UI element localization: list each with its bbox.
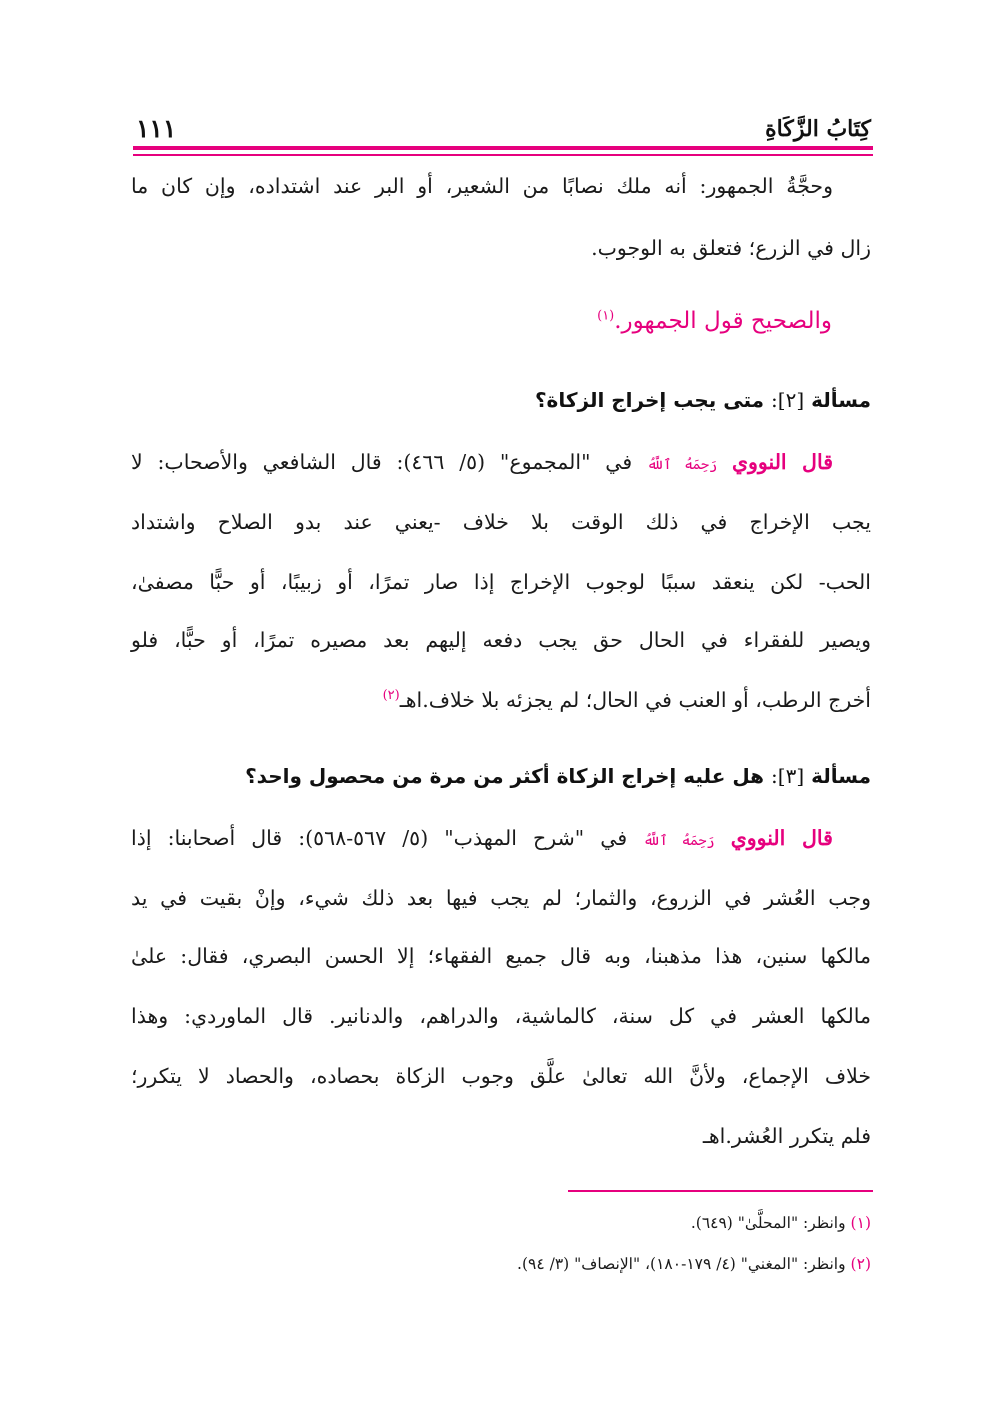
page-number: ١١١: [136, 114, 177, 143]
paragraph-line: مالكها سنين، هذا مذهبنا، وبه قال جميع الفقهاء؛ إلا الحسن البصري، فقال: علىٰ: [131, 944, 871, 968]
question-number: [٣]:: [771, 764, 805, 788]
footnote-number: (٢): [850, 1255, 871, 1273]
footnote-separator: [568, 1190, 873, 1192]
question-label: مسألة: [811, 764, 871, 788]
paragraph-line: يجب الإخراج في ذلك الوقت بلا خلاف -يعني عند بدو الصلاح واشتداد: [131, 510, 871, 534]
paragraph-line: [131, 826, 871, 850]
paragraph-line: وجب العُشر في الزروع، والثمار؛ لم يجب فيها بعد ذلك شيء، وإنْ بقيت في يد: [131, 886, 871, 910]
footnote-ref: (٢): [382, 688, 400, 704]
quote-text: في "المجموع" (٥/ ٤٦٦): قال الشافعي والأصحاب: لا: [131, 450, 633, 474]
paragraph-line: [131, 450, 871, 474]
paragraph-line: فلم يتكرر العُشر.اهـ: [702, 1124, 871, 1148]
header-rule-thin: [133, 154, 873, 156]
footnote: [517, 1255, 871, 1273]
question-number: [٢]:: [771, 388, 805, 412]
honorific: رَحِمَهُ ٱللَّهُ: [643, 833, 715, 849]
paragraph-line: [131, 688, 871, 712]
footnote-ref: (١): [597, 308, 615, 324]
paragraph-line: زال في الزرع؛ فتعلق به الوجوب.: [591, 236, 871, 260]
running-header-title: كِتَابُ الزَّكَاةِ: [765, 116, 871, 142]
paragraph-line: ويصير للفقراء في الحال حق يجب دفعه إليهم بعد مصيره تمرًا، أو حبًّا، فلو: [131, 628, 871, 652]
conclusion-statement: [597, 308, 832, 334]
footnote-text: وانظر: "المحلَّىٰ" (٦٤٩).: [690, 1214, 846, 1232]
quote-text: في "شرح المهذب" (٥/ ٥٦٧-٥٦٨): قال أصحابنا: إذا: [131, 826, 628, 850]
paragraph-line: مالكها العشر في كل سنة، كالماشية، والدراهم، والدنانير. قال الماوردي: وهذا: [131, 1004, 872, 1028]
footnote-text: وانظر: "المغني" (٤/ ١٧٩-١٨٠)، "الإنصاف" (٣/ ٩٤).: [517, 1255, 846, 1273]
paragraph-line: الحب- لكن ينعقد سببًا لوجوب الإخراج إذا صار تمرًا، أو زبيبًا، أو حبًّا مصفىٰ،: [131, 570, 871, 594]
question-heading: [131, 764, 871, 788]
question-heading: [131, 388, 871, 412]
question-label: مسألة: [811, 388, 871, 412]
footnote-number: (١): [850, 1214, 871, 1232]
honorific: رَحِمَهُ ٱللَّهُ: [647, 457, 718, 473]
quote-speaker: قال النووي: [730, 826, 833, 850]
quote-speaker: قال النووي: [731, 450, 833, 474]
quote-text: أخرج الرطب، أو العنب في الحال؛ لم يجزئه بلا خلاف.اهـ: [399, 688, 871, 712]
header-rule-thick: [133, 146, 873, 150]
footnote: [691, 1214, 871, 1232]
conclusion-text: والصحيح قول الجمهور.: [614, 308, 832, 334]
question-text: هل عليه إخراج الزكاة أكثر من مرة من محصول واحد؟: [245, 764, 765, 788]
paragraph-line: وحجَّةُ الجمهور: أنه ملك نصابًا من الشعير، أو البر عند اشتداده، وإن كان ما: [131, 174, 833, 198]
question-text: متى يجب إخراج الزكاة؟: [534, 388, 765, 412]
paragraph-line: خلاف الإجماع، ولأنَّ الله تعالىٰ علَّق وجوب الزكاة بحصاده، والحصاد لا يتكرر؛: [131, 1064, 871, 1088]
